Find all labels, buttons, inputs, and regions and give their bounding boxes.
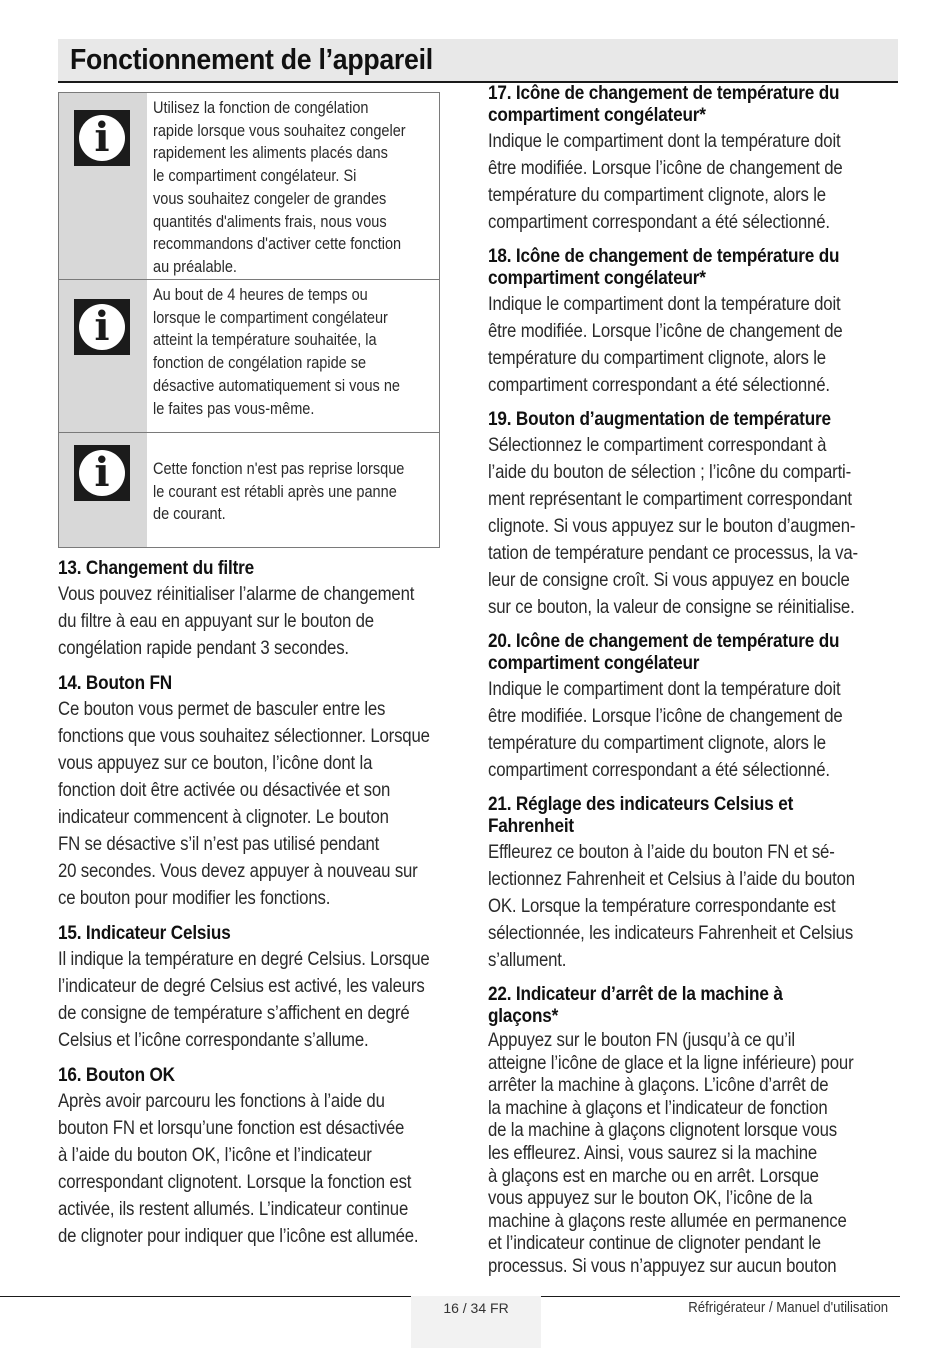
section-heading: 22. Indicateur d’arrêt de la machine à glaçons*	[488, 983, 783, 1027]
section-heading: 18. Icône de changement de température du compartiment congélateur*	[488, 245, 840, 289]
section-body: Indique le compartiment dont la température doit être modifiée. Lorsque l’icône de changement de température du compartiment clignote, alors le compartiment correspondant a été sélectionné.	[488, 293, 843, 396]
right-column	[488, 82, 898, 1278]
page-number: 16 / 34 FR	[443, 1300, 509, 1316]
info-box-text: Au bout de 4 heures de temps ou lorsque le compartiment congélateur atteint la température souhaitée, la fonction de congélation rapide se désactive automatiquement si vous ne le faites pas vous-même.	[153, 286, 400, 418]
info-box-text: Cette fonction n'est pas reprise lorsque le courant est rétabli après une panne de courant.	[153, 460, 405, 524]
left-column	[58, 92, 463, 1250]
section-heading: 15. Indicateur Celsius	[58, 922, 231, 944]
section-body: Appuyez sur le bouton FN (jusqu’à ce qu’il atteigne l’icône de glace et la ligne inférieure) pour arrêter la machine à glaçons. L’icône d’arrêt de la machine à glaçons et l’indicateur de fonction de la machine à glaçons clignotent lorsque vous les effleurez. Ainsi, vous saurez si la machine à glaçons est en marche ou en arrêt. Lorsque vous appuyez sur le bouton OK, l’icône de la machine à glaçons reste allumée en permanence et l’indicateur continue de clignoter pendant le processus. Si vous n’appuyez sur aucun bouton	[488, 1029, 854, 1277]
section-heading: 14. Bouton FN	[58, 672, 173, 694]
info-icon: i	[74, 110, 130, 166]
section-1	[488, 82, 898, 236]
section-body: Après avoir parcouru les fonctions à l’aide du bouton FN et lorsqu’une fonction est désactivée à l’aide du bouton OK, l’icône et l’indicateur correspondant clignotent. Lorsque la fonction est activée, ils restent allumés. L’indicateur continue de clignoter pour indiquer que l’icône est allumée.	[58, 1090, 419, 1247]
section-heading: 20. Icône de changement de température du compartiment congélateur	[488, 630, 840, 674]
section-body: Sélectionnez le compartiment correspondant à l’aide du bouton de sélection ; l’icône du comparti- ment représentant le compartiment correspondant clignote. Si vous appuyez sur le bouton d’augmen- tation de température pendant ce processus, la va- leur de consigne croît. Si vous appuyez en boucle sur ce bouton, la valeur de consigne se réinitialise.	[488, 434, 858, 618]
section-body: Indique le compartiment dont la température doit être modifiée. Lorsque l’icône de changement de température du compartiment clignote, alors le compartiment correspondant a été sélectionné.	[488, 678, 843, 781]
right-sections	[488, 82, 898, 1278]
section-4	[58, 1064, 463, 1250]
section-4	[488, 630, 898, 784]
footer-manual-title: Réfrigérateur / Manuel d'utilisation	[688, 1299, 888, 1316]
section-body: Vous pouvez réinitialiser l’alarme de changement du filtre à eau en appuyant sur le bouton de congélation rapide pendant 3 secondes.	[58, 583, 415, 659]
info-box-fast-freeze	[58, 92, 440, 280]
section-1	[58, 557, 463, 662]
section-2	[488, 245, 898, 399]
section-body: Effleurez ce bouton à l’aide du bouton FN et sé- lectionnez Fahrenheit et Celsius à l’aide du bouton OK. Lorsque la température correspondante est sélectionnée, les indicateurs Fahrenheit et Celsius s’allument.	[488, 841, 855, 971]
info-icon: i	[74, 299, 130, 355]
section-6	[488, 983, 898, 1278]
info-box-auto-deactivate	[58, 280, 440, 433]
section-5	[488, 793, 898, 974]
info-box-text: Utilisez la fonction de congélation rapide lorsque vous souhaitez congeler rapidement les aliments placés dans le compartiment congélateur. Si vous souhaitez congeler de grandes quantités d'aliments frais, nous vous recommandons d'activer cette fonction au préalable.	[153, 99, 406, 276]
section-heading: 17. Icône de changement de température du compartiment congélateur*	[488, 82, 840, 126]
section-body: Ce bouton vous permet de basculer entre les fonctions que vous souhaitez sélectionner. Lorsque vous appuyez sur ce bouton, l’icône dont la fonction doit être activée ou désactivée et son indicateur commencent à clignoter. Le bouton FN se désactive s’il n’est pas utilisé pendant 20 secondes. Vous devez appuyer à nouveau sur ce bouton pour modifier les fonctions.	[58, 698, 430, 909]
left-sections	[58, 557, 463, 1250]
section-3	[58, 922, 463, 1054]
page-title: Fonctionnement de l’appareil	[70, 44, 433, 76]
info-icon: i	[74, 445, 130, 501]
section-2	[58, 672, 463, 912]
section-heading: 19. Bouton d’augmentation de température	[488, 408, 831, 430]
section-3	[488, 408, 898, 621]
section-heading: 21. Réglage des indicateurs Celsius et Fahrenheit	[488, 793, 794, 837]
section-heading: 13. Changement du filtre	[58, 557, 255, 579]
page-header	[58, 39, 898, 83]
section-body: Indique le compartiment dont la température doit être modifiée. Lorsque l’icône de changement de température du compartiment clignote, alors le compartiment correspondant a été sélectionné.	[488, 130, 843, 233]
section-body: Il indique la température en degré Celsius. Lorsque l’indicateur de degré Celsius est activé, les valeurs de consigne de température s’affichent en degré Celsius et l’icône correspondante s’allume.	[58, 948, 430, 1051]
section-heading: 16. Bouton OK	[58, 1064, 175, 1086]
info-box-power-failure	[58, 433, 440, 548]
